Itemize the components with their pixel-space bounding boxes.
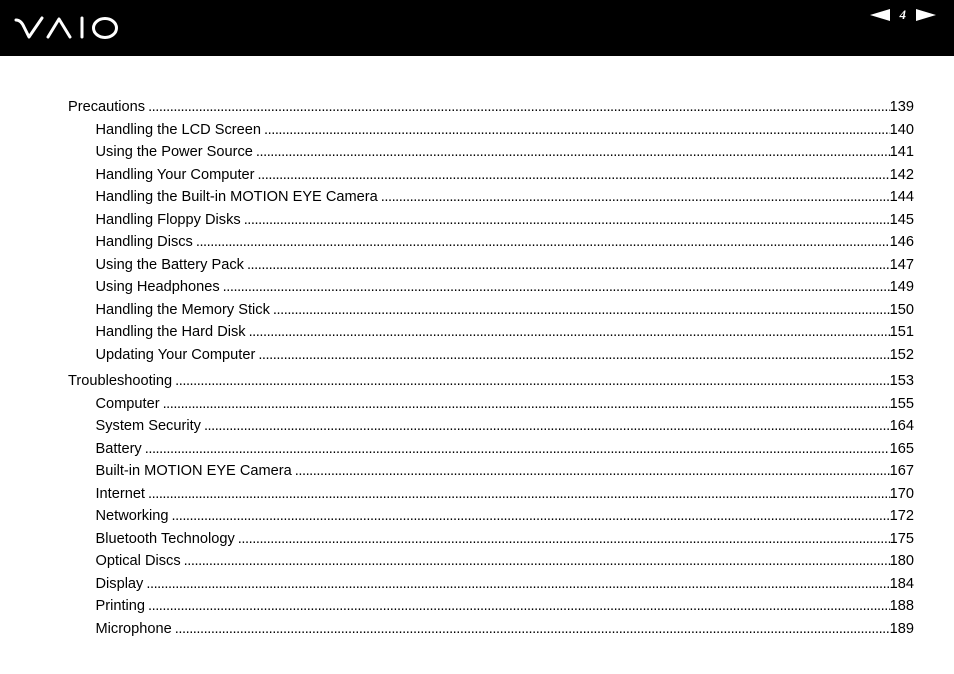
toc-entry-title[interactable]: Handling the Memory Stick xyxy=(95,301,270,318)
toc-entry-title[interactable]: Using the Battery Pack xyxy=(95,256,244,273)
toc-entry-page-number[interactable]: 146 xyxy=(889,234,914,250)
toc-entry-title[interactable]: Internet xyxy=(95,485,145,502)
dot-leader xyxy=(172,370,890,393)
toc-entry-page-number[interactable]: 149 xyxy=(889,279,914,295)
toc-entry-title[interactable]: Using Headphones xyxy=(95,279,220,295)
toc-entry-page-number[interactable]: 172 xyxy=(889,508,914,524)
toc-entry-title[interactable]: Computer xyxy=(95,395,160,412)
toc-section-heading[interactable] xyxy=(68,370,914,393)
toc-subentry[interactable] xyxy=(68,344,914,367)
dot-leader xyxy=(142,438,890,461)
dot-leader xyxy=(145,595,890,618)
toc-entry-page-number[interactable]: 142 xyxy=(889,166,914,183)
toc-subentry[interactable] xyxy=(68,505,914,528)
dot-leader xyxy=(255,344,889,367)
toc-section-heading[interactable] xyxy=(68,96,914,119)
toc-entry-page-number[interactable]: 153 xyxy=(889,373,914,389)
toc-entry-page-number[interactable]: 144 xyxy=(889,189,914,205)
toc-entry-title[interactable]: System Security xyxy=(95,418,201,434)
toc-entry-page-number[interactable]: 167 xyxy=(889,463,914,479)
toc-entry-title[interactable]: Handling Floppy Disks xyxy=(95,211,241,228)
toc-entry-title[interactable]: Handling the LCD Screen xyxy=(95,121,261,138)
dot-leader xyxy=(270,299,890,322)
toc-entry-page-number[interactable]: 140 xyxy=(889,121,914,138)
toc-entry-page-number[interactable]: 151 xyxy=(889,324,914,340)
toc-entry-title[interactable]: Battery xyxy=(95,440,142,457)
previous-page-arrow-icon[interactable] xyxy=(870,9,890,21)
toc-subentry[interactable] xyxy=(68,528,914,551)
dot-leader xyxy=(160,393,890,416)
toc-entry-title[interactable]: Handling the Hard Disk xyxy=(95,324,246,340)
dot-leader xyxy=(246,321,890,344)
dot-leader xyxy=(292,460,890,483)
toc-entry-title[interactable]: Handling Your Computer xyxy=(95,166,255,183)
toc-subentry[interactable] xyxy=(68,460,914,483)
toc-entry-title[interactable]: Troubleshooting xyxy=(68,373,173,389)
toc-entry-title[interactable]: Using the Power Source xyxy=(95,144,253,160)
toc-section xyxy=(68,370,914,640)
toc-entry-page-number[interactable]: 139 xyxy=(889,99,914,115)
toc-subentry[interactable] xyxy=(68,119,914,142)
dot-leader xyxy=(181,550,890,573)
toc-entry-title[interactable]: Display xyxy=(95,575,144,592)
toc-subentry[interactable] xyxy=(68,415,914,438)
toc-entry-title[interactable]: Bluetooth Technology xyxy=(95,530,235,547)
toc-entry-title[interactable]: Printing xyxy=(95,598,145,614)
toc-subentry[interactable] xyxy=(68,483,914,506)
toc-section xyxy=(68,96,914,366)
dot-leader xyxy=(169,505,890,528)
dot-leader xyxy=(235,528,890,551)
toc-subentry[interactable] xyxy=(68,141,914,164)
toc-subentry[interactable] xyxy=(68,254,914,277)
toc-entry-page-number[interactable]: 141 xyxy=(889,144,914,160)
toc-entry-page-number[interactable]: 180 xyxy=(889,553,914,569)
toc-subentry[interactable] xyxy=(68,186,914,209)
dot-leader xyxy=(220,276,890,299)
page-number: 4 xyxy=(899,7,906,22)
toc-entry-page-number[interactable]: 188 xyxy=(889,598,914,614)
toc-entry-title[interactable]: Handling Discs xyxy=(95,234,193,250)
toc-entry-page-number[interactable]: 152 xyxy=(889,346,914,363)
toc-subentry[interactable] xyxy=(68,299,914,322)
toc-entry-title[interactable]: Built-in MOTION EYE Camera xyxy=(95,463,292,479)
toc-entry-page-number[interactable]: 145 xyxy=(889,211,914,228)
toc-entry-page-number[interactable]: 175 xyxy=(889,530,914,547)
toc-entry-page-number[interactable]: 189 xyxy=(889,620,914,637)
dot-leader xyxy=(145,96,890,119)
next-page-arrow-icon[interactable] xyxy=(916,9,936,21)
toc-entry-page-number[interactable]: 184 xyxy=(889,575,914,592)
toc-subentry[interactable] xyxy=(68,550,914,573)
vaio-logo xyxy=(14,15,120,46)
dot-leader xyxy=(244,254,890,277)
toc-entry-title[interactable]: Precautions xyxy=(68,99,146,115)
toc-subentry[interactable] xyxy=(68,573,914,596)
toc-entry-page-number[interactable]: 147 xyxy=(889,256,914,273)
dot-leader xyxy=(145,483,890,506)
toc-subentry[interactable] xyxy=(68,618,914,641)
toc-entry-page-number[interactable]: 164 xyxy=(889,418,914,434)
toc-subentry[interactable] xyxy=(68,209,914,232)
toc-subentry[interactable] xyxy=(68,164,914,187)
table-of-contents xyxy=(68,96,914,640)
toc-entry-title[interactable]: Microphone xyxy=(95,620,172,637)
dot-leader xyxy=(261,119,890,142)
toc-entry-page-number[interactable]: 170 xyxy=(889,485,914,502)
dot-leader xyxy=(241,209,890,232)
dot-leader xyxy=(172,618,890,641)
toc-entry-title[interactable]: Networking xyxy=(95,508,169,524)
toc-subentry[interactable] xyxy=(68,276,914,299)
dot-leader xyxy=(193,231,890,254)
dot-leader xyxy=(255,164,890,187)
header-bar xyxy=(0,0,954,56)
toc-entry-page-number[interactable]: 165 xyxy=(889,440,914,457)
dot-leader xyxy=(253,141,890,164)
toc-entry-title[interactable]: Handling the Built-in MOTION EYE Camera xyxy=(95,189,378,205)
toc-entry-page-number[interactable]: 155 xyxy=(889,395,914,412)
toc-entry-page-number[interactable]: 150 xyxy=(889,301,914,318)
toc-entry-title[interactable]: Optical Discs xyxy=(95,553,181,569)
toc-entry-title[interactable]: Updating Your Computer xyxy=(95,346,256,363)
toc-subentry[interactable] xyxy=(68,438,914,461)
toc-subentry[interactable] xyxy=(68,595,914,618)
dot-leader xyxy=(143,573,889,596)
toc-subentry[interactable] xyxy=(68,321,914,344)
page-navigation xyxy=(870,7,937,23)
dot-leader xyxy=(378,186,890,209)
toc-subentry[interactable] xyxy=(68,231,914,254)
toc-subentry[interactable] xyxy=(68,393,914,416)
dot-leader xyxy=(201,415,890,438)
